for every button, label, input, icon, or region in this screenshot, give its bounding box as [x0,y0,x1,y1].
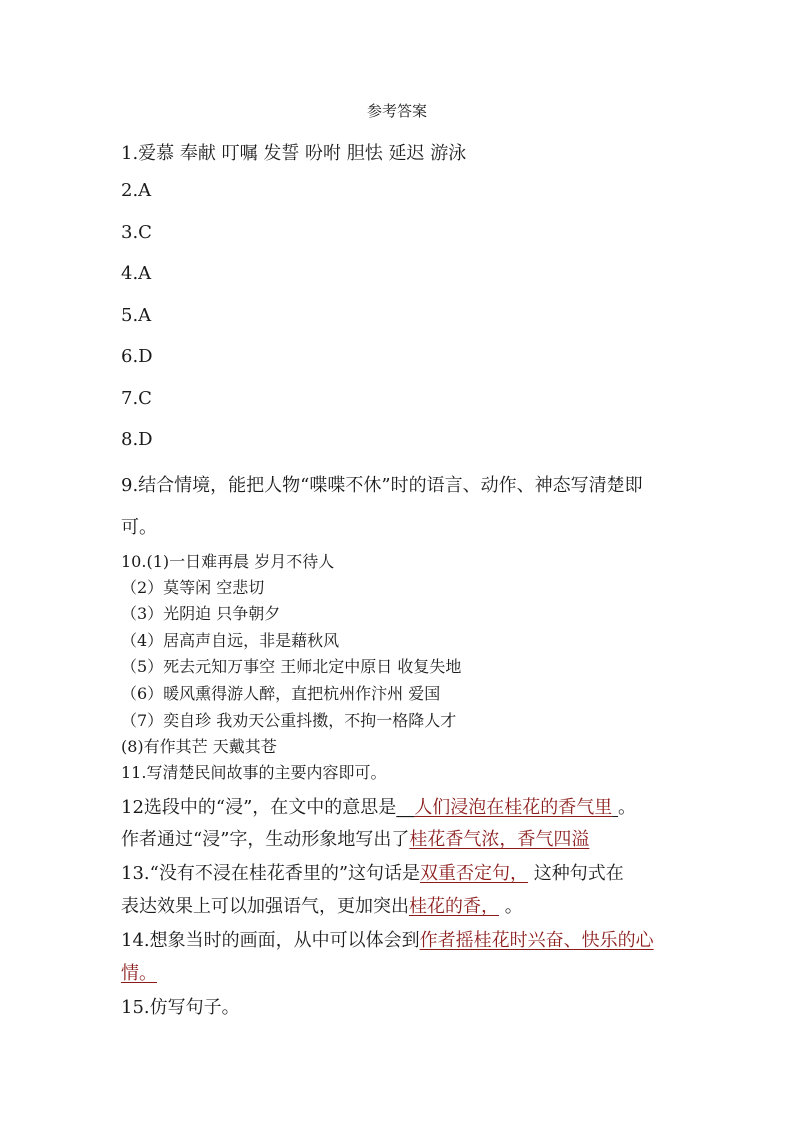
answer-6: 6.D [121,346,153,367]
answer-15: 15.仿写句子。 [121,997,240,1018]
answer-13-answer-2: 桂花的香， [409,896,499,917]
answer-12-line-1 [121,793,636,819]
answer-12-line-2-prefix: 作者通过“浸”字，生动形象地写出了 [121,829,410,850]
answer-13-line-2-prefix: 表达效果上可以加强语气，更加突出 [121,896,409,917]
answer-14-prefix: 14.想象当时的画面，从中可以体会到 [121,930,420,951]
answer-13-suffix: 这种句式在 [528,863,624,884]
answer-12-blank-lead: __ [396,797,415,818]
answer-9-line-1: 9.结合情境，能把人物“喋喋不休”时的语言、动作、神态写清楚即 [121,475,643,496]
answer-4: 4.A [121,263,152,284]
answer-9-line-2: 可。 [121,517,157,538]
answer-14-line-2 [121,959,157,985]
answer-2: 2.A [121,180,152,201]
answer-12-prefix: 12选段中的“浸”，在文中的意思是 [121,797,397,818]
answer-10-item-1: 10.(1)一日难再晨 岁月不待人 [121,552,335,571]
answer-7: 7.C [121,388,152,409]
answer-3: 3.C [121,222,152,243]
answer-13-line-2 [121,892,523,918]
answer-12-answer-1: 人们浸泡在桂花的香气里 [414,797,613,818]
answer-5: 5.A [121,305,152,326]
answer-10-item-4: （4）居高声自远，非是藉秋风 [121,631,340,650]
answer-13-answer-1: 双重否定句， [420,863,529,884]
answer-13-end: 。 [499,896,523,917]
answer-12-answer-2: 桂花香气浓，香气四溢 [409,829,590,850]
answer-13-line-1 [121,859,624,885]
answer-10-item-3: （3）光阴迫 只争朝夕 [121,604,281,623]
answer-12-end: 。 [618,797,637,818]
answer-10-item-5: （5）死去元知万事空 王师北定中原日 收复失地 [121,657,462,676]
answer-10-item-2: （2）莫等闲 空悲切 [121,578,265,597]
answer-10-item-8: (8)有作其芒 天戴其苍 [121,737,277,756]
answer-10-item-7: （7）奕自珍 我劝天公重抖擞，不拘一格降人才 [121,711,457,730]
answer-1: 1.爱慕 奉献 叮嘱 发誓 吩咐 胆怯 延迟 游泳 [121,143,467,164]
answer-14-answer-part-1: 作者摇桂花时兴奋、快乐的心 [419,930,654,951]
answer-11: 11.写清楚民间故事的主要内容即可。 [121,763,387,782]
answer-8: 8.D [121,429,153,450]
answer-12-line-2 [121,825,589,851]
page-title: 参考答案 [366,102,427,120]
answer-10-item-6: （6）暖风熏得游人醉，直把杭州作汴州 爱国 [121,684,441,703]
answer-14-line-1 [121,926,654,952]
answer-14-answer-part-2: 情。 [121,963,157,984]
answer-13-prefix: 13.“没有不浸在桂花香里的”这句话是 [121,863,421,884]
